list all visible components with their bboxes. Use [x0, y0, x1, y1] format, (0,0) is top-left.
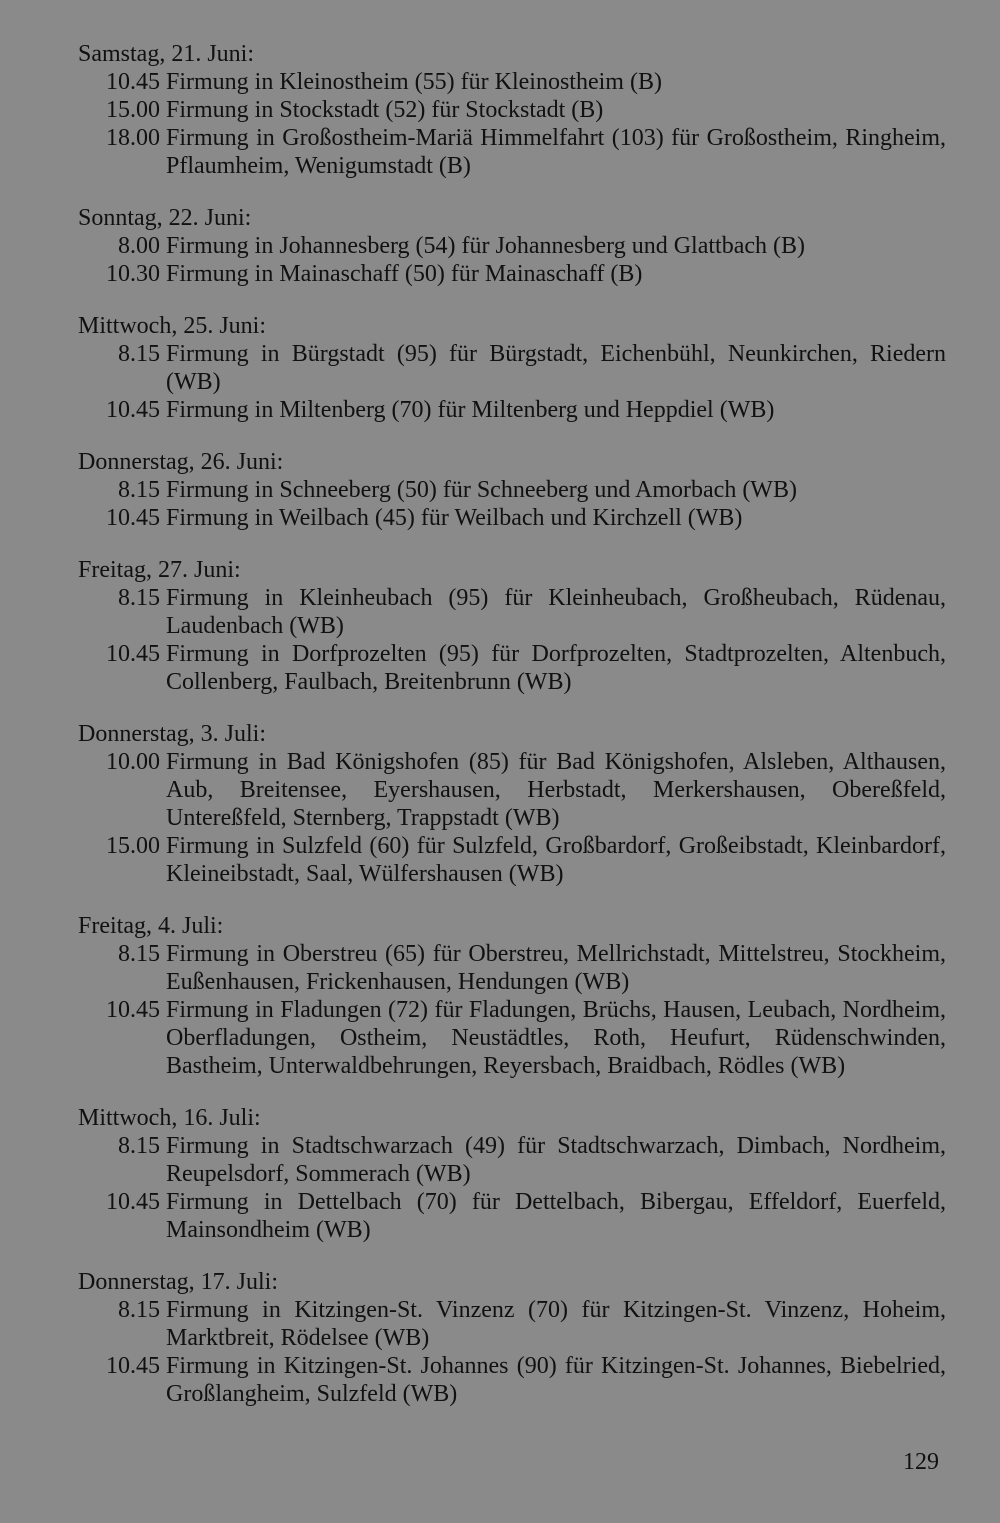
entry-text: Firmung in Großostheim-Mariä Himmelfahrt (103) für Großostheim, Ringheim, Pflaumheim, Wenigumstadt (B)	[166, 125, 946, 179]
schedule-entry	[78, 584, 946, 640]
entry-time: 10.45	[106, 69, 160, 95]
day-heading: Sonntag, 22. Juni:	[78, 205, 252, 231]
entry-time: 8.15	[118, 341, 160, 367]
day-section	[78, 448, 946, 532]
schedule-entry	[78, 96, 946, 124]
day-heading: Mittwoch, 16. Juli:	[78, 1105, 261, 1131]
schedule-entry	[78, 748, 946, 832]
day-section	[78, 40, 946, 180]
schedule-entry	[78, 832, 946, 888]
day-section	[78, 912, 946, 1080]
entry-text: Firmung in Miltenberg (70) für Miltenberg und Heppdiel (WB)	[166, 397, 775, 423]
schedule-entry	[78, 1132, 946, 1188]
schedule-entry	[78, 476, 946, 504]
entry-text: Firmung in Sulzfeld (60) für Sulzfeld, Großbardorf, Großeibstadt, Kleinbardorf, Kleineibstadt, Saal, Wülfershausen (WB)	[166, 833, 946, 887]
entry-text: Firmung in Kitzingen-St. Vinzenz (70) für Kitzingen-St. Vinzenz, Hoheim, Marktbreit, Rödelsee (WB)	[166, 1297, 946, 1351]
entry-time: 8.15	[118, 1297, 160, 1323]
entry-time: 15.00	[106, 833, 160, 859]
day-section	[78, 1268, 946, 1408]
schedule-entry	[78, 68, 946, 96]
schedule-entry	[78, 232, 946, 260]
entry-time: 15.00	[106, 97, 160, 123]
schedule-entry	[78, 996, 946, 1080]
schedule-entry	[78, 396, 946, 424]
entry-time: 10.00	[106, 749, 160, 775]
schedule-entry	[78, 504, 946, 532]
entry-text: Firmung in Mainaschaff (50) für Mainaschaff (B)	[166, 261, 643, 287]
entry-text: Firmung in Bad Königshofen (85) für Bad Königshofen, Alsleben, Althausen, Aub, Breitensee, Eyershausen, Herbstadt, Merkershausen, Obereßfeld, Untereßfeld, Sternberg, Trappstadt (WB)	[166, 749, 946, 831]
entry-time: 10.45	[106, 641, 160, 667]
day-heading: Mittwoch, 25. Juni:	[78, 313, 267, 339]
schedule-entry	[78, 124, 946, 180]
entry-time: 8.15	[118, 1133, 160, 1159]
entry-text: Firmung in Kitzingen-St. Johannes (90) für Kitzingen-St. Johannes, Biebelried, Großlangheim, Sulzfeld (WB)	[166, 1353, 946, 1407]
entry-text: Firmung in Johannesberg (54) für Johannesberg und Glattbach (B)	[166, 233, 805, 259]
entry-text: Firmung in Weilbach (45) für Weilbach und Kirchzell (WB)	[166, 505, 743, 531]
entry-time: 8.15	[118, 585, 160, 611]
entry-text: Firmung in Kleinostheim (55) für Kleinostheim (B)	[166, 69, 662, 95]
entry-time: 8.15	[118, 941, 160, 967]
entry-time: 10.45	[106, 1353, 160, 1379]
entry-time: 8.00	[118, 233, 160, 259]
schedule-entry	[78, 1296, 946, 1352]
entry-time: 10.45	[106, 397, 160, 423]
day-heading: Donnerstag, 26. Juni:	[78, 449, 284, 475]
schedule-entry	[78, 340, 946, 396]
entry-text: Firmung in Stadtschwarzach (49) für Stadtschwarzach, Dimbach, Nordheim, Reupelsdorf, Sommerach (WB)	[166, 1133, 946, 1187]
day-heading: Freitag, 27. Juni:	[78, 557, 241, 583]
entry-text: Firmung in Schneeberg (50) für Schneeberg und Amorbach (WB)	[166, 477, 797, 503]
day-section	[78, 312, 946, 424]
entry-text: Firmung in Stockstadt (52) für Stockstadt (B)	[166, 97, 604, 123]
entry-text: Firmung in Dorfprozelten (95) für Dorfprozelten, Stadtprozelten, Altenbuch, Collenberg, Faulbach, Breitenbrunn (WB)	[166, 641, 946, 695]
day-section	[78, 556, 946, 696]
entry-time: 10.45	[106, 997, 160, 1023]
day-section	[78, 1104, 946, 1244]
day-section	[78, 204, 946, 288]
day-heading: Freitag, 4. Juli:	[78, 913, 224, 939]
day-heading: Donnerstag, 17. Juli:	[78, 1269, 278, 1295]
entry-time: 10.45	[106, 505, 160, 531]
entry-text: Firmung in Oberstreu (65) für Oberstreu, Mellrichstadt, Mittelstreu, Stockheim, Eußenhausen, Frickenhausen, Hendungen (WB)	[166, 941, 946, 995]
entry-time: 8.15	[118, 477, 160, 503]
entry-time: 10.30	[106, 261, 160, 287]
entry-time: 18.00	[106, 125, 160, 151]
entry-text: Firmung in Kleinheubach (95) für Kleinheubach, Großheubach, Rüdenau, Laudenbach (WB)	[166, 585, 946, 639]
entry-text: Firmung in Dettelbach (70) für Dettelbach, Bibergau, Effeldorf, Euerfeld, Mainsondheim (WB)	[166, 1189, 946, 1243]
schedule-entry	[78, 640, 946, 696]
schedule-entry	[78, 260, 946, 288]
entry-text: Firmung in Bürgstadt (95) für Bürgstadt, Eichenbühl, Neunkirchen, Riedern (WB)	[166, 341, 946, 395]
entry-text: Firmung in Fladungen (72) für Fladungen, Brüchs, Hausen, Leubach, Nordheim, Oberfladungen, Ostheim, Neustädtles, Roth, Heufurt, Rüdenschwinden, Bastheim, Unterwaldbehrungen, Reyersbach, Braidbach, Rödles (WB)	[166, 997, 946, 1079]
day-heading: Samstag, 21. Juni:	[78, 41, 255, 67]
day-section	[78, 720, 946, 888]
schedule-content	[78, 40, 946, 1432]
schedule-entry	[78, 940, 946, 996]
day-heading: Donnerstag, 3. Juli:	[78, 721, 266, 747]
page-number: 129	[903, 1449, 939, 1475]
schedule-entry	[78, 1188, 946, 1244]
schedule-entry	[78, 1352, 946, 1408]
entry-time: 10.45	[106, 1189, 160, 1215]
